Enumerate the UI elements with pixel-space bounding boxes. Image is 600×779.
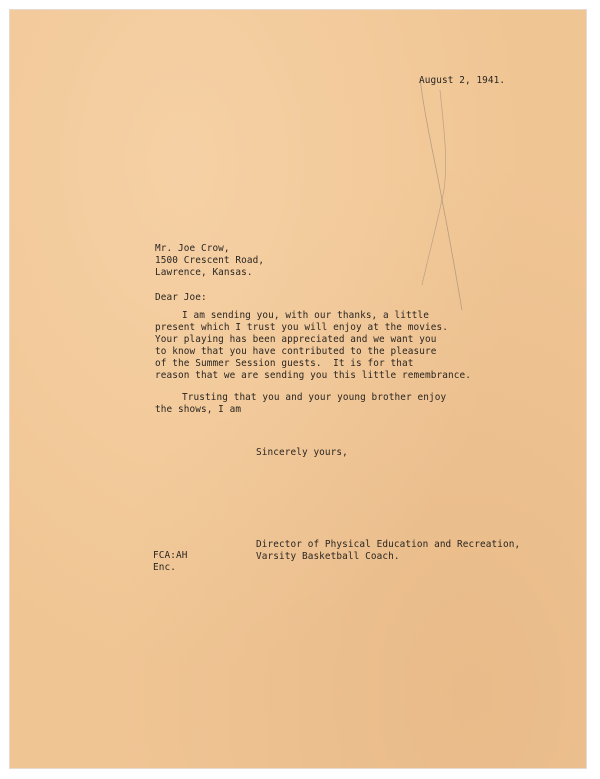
pencil-marks xyxy=(10,10,586,768)
salutation: Dear Joe: xyxy=(155,292,207,303)
reference-initials: FCA:AH xyxy=(153,550,188,561)
address-line-2: 1500 Crescent Road, xyxy=(155,255,265,266)
signature-title-line-1: Director of Physical Education and Recreation, xyxy=(256,539,521,550)
body-p2-line-1: Trusting that you and your young brother enjoy xyxy=(182,392,447,403)
body-p1-line-2: present which I trust you will enjoy at the movies. xyxy=(155,322,448,333)
letter-date: August 2, 1941. xyxy=(419,75,506,86)
address-line-1: Mr. Joe Crow, xyxy=(155,243,230,254)
body-p1-line-3: Your playing has been appreciated and we want you xyxy=(155,334,437,345)
body-p1-line-4: to know that you have contributed to the pleasure xyxy=(155,346,437,357)
body-p1-line-1: I am sending you, with our thanks, a little xyxy=(182,310,430,321)
body-p2-line-2: the shows, I am xyxy=(155,404,242,415)
body-p1-line-6: reason that we are sending you this little remembrance. xyxy=(155,370,471,381)
letter-page xyxy=(10,10,586,768)
closing: Sincerely yours, xyxy=(256,447,348,458)
enclosure-note: Enc. xyxy=(153,562,176,573)
address-line-3: Lawrence, Kansas. xyxy=(155,267,253,278)
signature-title-line-2: Varsity Basketball Coach. xyxy=(256,551,400,562)
body-p1-line-5: of the Summer Session guests. It is for that xyxy=(155,358,414,369)
